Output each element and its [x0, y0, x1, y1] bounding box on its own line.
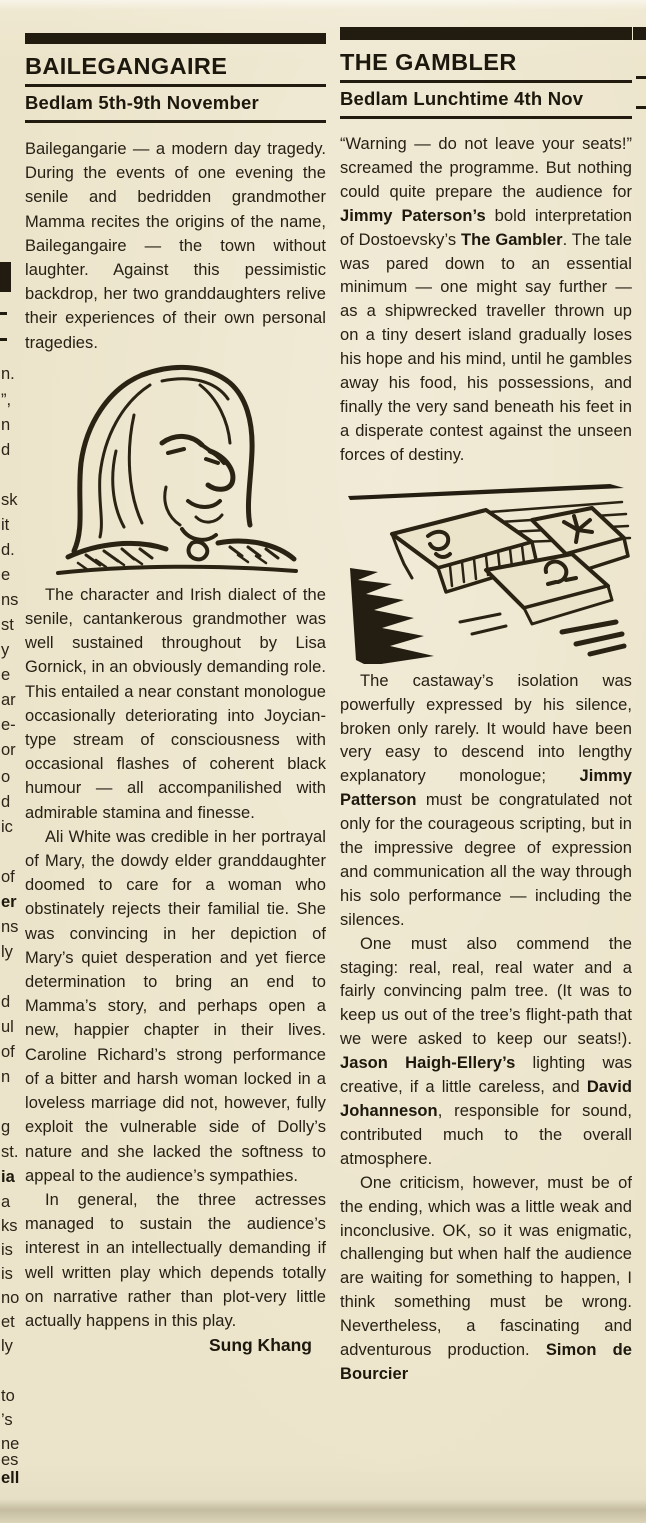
edge-text-fragment: n: [1, 416, 11, 434]
edge-text-fragment: ia: [1, 1168, 15, 1186]
edge-text-fragment: e: [1, 566, 11, 584]
edge-text-fragment: et: [1, 1313, 15, 1331]
article-subtitle: Bedlam Lunchtime 4th Nov: [340, 83, 632, 119]
edge-bar-fragment: [633, 27, 646, 40]
article-body: [25, 137, 326, 1333]
article-bailegangaire: [25, 0, 326, 1356]
edge-text-fragment: is: [1, 1265, 13, 1283]
old-woman-in-headscarf-illustration: [50, 359, 302, 577]
edge-text-fragment: d: [1, 993, 11, 1011]
article-the-gambler: [340, 0, 632, 1387]
stacked-cards-on-beach-illustration: [340, 472, 632, 664]
paragraph: Bailegangarie — a modern day tragedy. During the events of one evening the senile and bedridden grandmother Mamma recites the origins of the name, Bailegangaire — the town without laughter. Against this pessimistic backdrop, her two granddaughters relive their experiences of their own personal tragedies.: [25, 140, 326, 352]
edge-text-fragment: ns: [1, 918, 19, 936]
edge-text-fragment: sk: [1, 491, 18, 509]
edge-text-fragment: o: [1, 768, 11, 786]
edge-text-fragment: ks: [1, 1217, 18, 1235]
paragraph: Ali White was credible in her portrayal of Mary, the dowdy elder granddaughter doomed to care for a woman who obstinately rejects their familial tie. She was convincing in her depiction of Mary’s quiet desperation and yet fierce determination to bring an end to Mamma’s story, and perhaps open a new, happier chapter in their lives. Caroline Richard’s strong performance of a bitter and harsh woman locked in a loveless marriage did not, however, fully exploit the vulnerable side of Dolly’s nature and she lacked the softness to appeal to the audience’s sympathies.: [25, 827, 326, 1185]
edge-rule-fragment: [636, 76, 646, 79]
edge-text-fragment: of: [1, 868, 15, 886]
edge-text-fragment: d.: [1, 541, 15, 559]
paragraph: “Warning — do not leave your seats!” screamed the programme. But nothing could quite prepare the audience for Jimmy Paterson’s bold interpretation of Dostoevsky’s The Gambler. The tale was pared down to an essential minimum — one might say further — as a shipwrecked traveller thrown up on a tiny desert island gradually loses his hope and his mind, until he gambles away his food, his possessions, and finally the very sand beneath his feet in a disperate contest against the unseen forces of destiny.: [340, 135, 632, 464]
edge-text-fragment: ly: [1, 943, 13, 961]
edge-text-fragment: or: [1, 741, 16, 759]
edge-text-fragment: ar: [1, 691, 16, 709]
paragraph: The character and Irish dialect of the senile, cantankerous grandmother was well sustained throughout by Lisa Gornick, in an obviously demanding role. This entailed a near constant monologue occasionally deteriorating into Joycian-type stream of consciousness with occasional flashes of coherent black humour — all accompanilished with admirable stamina and finesse.: [25, 585, 326, 822]
edge-text-fragment: ”,: [1, 391, 12, 409]
edge-text-fragment: ne: [1, 1435, 20, 1453]
edge-text-fragment: ell: [1, 1469, 20, 1487]
paragraph: The castaway’s isolation was powerfully expressed by his silence, broken only rarely. It would have been very easy to descend into lengthy explanatory monologue; Jimmy Patterson must be congratulated not only for the courageous scripting, but in the impressive degree of expression and communication all the way through his solo performance — including the silences.: [340, 671, 632, 929]
paragraph: One must also commend the staging: real, real, real water and a fairly convincing palm tree. (It was to keep us out of the tree’s flight-path that we were asked to keep our seats!). Jason Haigh-Ellery’s lighting was creative, if a little careless, and David Johanneson, responsible for sound, contributed much to the overall atmosphere.: [340, 934, 632, 1168]
article-title: THE GAMBLER: [340, 47, 632, 83]
edge-text-fragment: n.: [1, 365, 15, 383]
edge-rule-fragment: [636, 106, 646, 109]
edge-text-fragment: is: [1, 1241, 13, 1259]
article-top-bar: [25, 33, 326, 44]
edge-text-fragment: d: [1, 793, 11, 811]
edge-rule-fragment: [0, 338, 7, 341]
paragraph: In general, the three actresses managed to sustain the audience’s interest in an intellectually demanding if well written play which depends totally on narrative rather than plot-very little actually happens in this play.: [25, 1190, 326, 1330]
edge-text-fragment: es: [1, 1451, 19, 1469]
edge-bar-fragment: [0, 262, 11, 292]
edge-text-fragment: it: [1, 516, 10, 534]
paragraph: One criticism, however, must be of the ending, which was a little weak and inconclusive. OK, so it was enigmatic, challenging but when half the audience are waiting for something to happen, I think something must be wrong. Nevertheless, a fascinating and adventurous production. Simon de Bourcier: [340, 1173, 632, 1383]
edge-text-fragment: g: [1, 1118, 11, 1136]
edge-text-fragment: to: [1, 1387, 15, 1405]
article-body: [340, 133, 632, 1387]
left-edge-strip: [0, 0, 18, 1523]
edge-text-fragment: no: [1, 1289, 20, 1307]
edge-text-fragment: ’s: [1, 1411, 13, 1429]
edge-text-fragment: d: [1, 441, 11, 459]
edge-text-fragment: e-: [1, 716, 16, 734]
scan-shadow-band: [0, 1499, 646, 1523]
article-title: BAILEGANGAIRE: [25, 51, 326, 87]
article-top-bar: [340, 27, 632, 40]
edge-text-fragment: y: [1, 641, 10, 659]
right-edge-strip: [630, 0, 646, 1523]
edge-rule-fragment: [0, 312, 7, 315]
edge-text-fragment: e: [1, 666, 11, 684]
edge-text-fragment: ly: [1, 1337, 13, 1355]
edge-text-fragment: st: [1, 616, 14, 634]
edge-text-fragment: ns: [1, 591, 19, 609]
byline-sung-khang: Sung Khang: [208, 1335, 312, 1356]
edge-text-fragment: ic: [1, 818, 13, 836]
edge-text-fragment: ul: [1, 1018, 14, 1036]
edge-text-fragment: st.: [1, 1143, 19, 1161]
edge-text-fragment: n: [1, 1068, 11, 1086]
edge-text-fragment: er: [1, 893, 17, 911]
edge-text-fragment: of: [1, 1043, 15, 1061]
edge-text-fragment: a: [1, 1193, 11, 1211]
article-subtitle: Bedlam 5th-9th November: [25, 87, 326, 123]
